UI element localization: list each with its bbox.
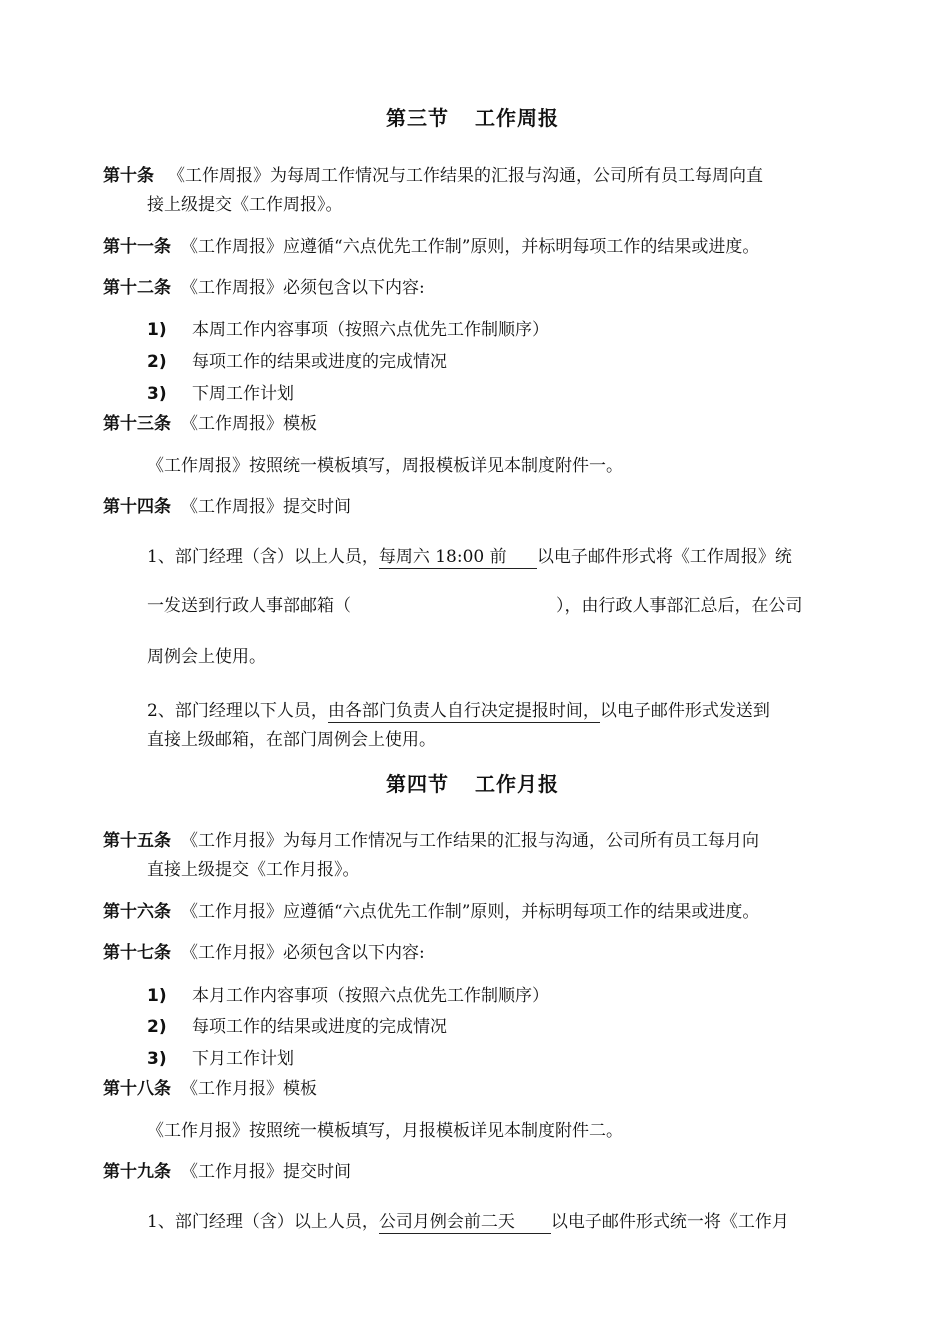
submission-paragraph-2 [147,699,770,723]
paragraph-text: 以电子邮件形式统一将《工作月 [550,1212,789,1232]
article-text: 《工作月报》必须包含以下内容: [181,943,425,963]
list-number: 1) [147,986,167,1006]
list-item [147,318,549,342]
section-name: 工作周报 [475,106,559,130]
paragraph-text: ），由行政人事部汇总后，在公司 [556,596,803,616]
list-text: 下月工作计划 [192,1049,294,1069]
article-label: 第十六条 [103,902,171,922]
paragraph-text: 一发送到行政人事部邮箱（ [147,596,351,616]
list-number: 3) [147,1049,167,1069]
list-text: 本月工作内容事项（按照六点优先工作制顺序） [192,986,549,1006]
section-title [386,772,559,796]
paragraph-text: 1、部门经理（含）以上人员， [147,547,379,567]
article-text: 《工作月报》应遵循“六点优先工作制”原则，并标明每项工作的结果或进度。 [181,902,760,922]
article-label: 第十一条 [103,237,171,257]
article-16 [103,900,759,924]
list-item [147,1015,447,1039]
submission-paragraph-1-line2 [147,594,803,618]
deadline-underline: 由各部门负责人自行决定提报时间， [327,701,600,721]
section-title [386,106,559,130]
article-label: 第十四条 [103,497,171,517]
article-10-continuation: 接上级提交《工作周报》。 [147,195,343,215]
list-item [147,984,549,1008]
article-11 [103,235,759,259]
article-10 [103,164,763,188]
paragraph-text: 以电子邮件形式发送到 [599,701,770,721]
list-number: 2) [147,1017,167,1037]
article-text: 《工作周报》应遵循“六点优先工作制”原则，并标明每项工作的结果或进度。 [181,237,760,257]
article-text: 《工作月报》模板 [181,1079,317,1099]
article-text: 《工作月报》为每月工作情况与工作结果的汇报与沟通，公司所有员工每月向 [181,831,759,851]
article-13 [103,412,317,436]
article-text: 《工作周报》必须包含以下内容: [181,278,425,298]
article-label: 第十八条 [103,1079,171,1099]
list-number: 2) [147,352,167,372]
deadline-underline: 公司月例会前二天 [379,1211,551,1234]
paragraph-text: 以电子邮件形式将《工作周报》统 [536,547,792,567]
submission-paragraph-1-line3: 周例会上使用。 [147,647,266,667]
section-number: 第三节 [386,106,449,130]
list-text: 下周工作计划 [192,384,294,404]
article-label: 第十二条 [103,278,171,298]
monthly-submission-paragraph [147,1210,789,1234]
article-15-continuation: 直接上级提交《工作月报》。 [147,860,360,880]
list-number: 3) [147,384,167,404]
article-18 [103,1077,317,1101]
article-12 [103,276,425,300]
paragraph-text: 1、部门经理（含）以上人员， [147,1212,379,1232]
deadline-underline: 每周六 18:00 前 [379,546,537,569]
list-text: 本周工作内容事项（按照六点优先工作制顺序） [192,320,549,340]
article-label: 第十九条 [103,1162,171,1182]
article-text: 《工作周报》提交时间 [181,497,351,517]
submission-paragraph-1 [147,545,792,569]
article-19 [103,1160,351,1184]
section-name: 工作月报 [475,772,559,796]
article-14 [103,495,351,519]
article-text: 《工作月报》提交时间 [181,1162,351,1182]
article-label: 第十五条 [103,831,171,851]
list-text: 每项工作的结果或进度的完成情况 [192,1017,447,1037]
article-15 [103,829,759,853]
submission-paragraph-2-line2: 直接上级邮箱，在部门周例会上使用。 [147,730,436,750]
template-note: 《工作月报》按照统一模板填写，月报模板详见本制度附件二。 [147,1121,623,1141]
article-label: 第十三条 [103,414,171,434]
article-17 [103,941,425,965]
list-text: 每项工作的结果或进度的完成情况 [192,352,447,372]
list-item [147,1047,294,1071]
list-item [147,382,294,406]
template-note: 《工作周报》按照统一模板填写，周报模板详见本制度附件一。 [147,456,623,476]
article-label: 第十七条 [103,943,171,963]
list-item [147,350,447,374]
article-label: 第十条 [103,166,154,186]
article-text: 《工作周报》模板 [181,414,317,434]
article-text: 《工作周报》为每周工作情况与工作结果的汇报与沟通，公司所有员工每周向直 [168,166,763,186]
list-number: 1) [147,320,167,340]
section-number: 第四节 [386,772,449,796]
paragraph-text: 2、部门经理以下人员， [147,701,328,721]
